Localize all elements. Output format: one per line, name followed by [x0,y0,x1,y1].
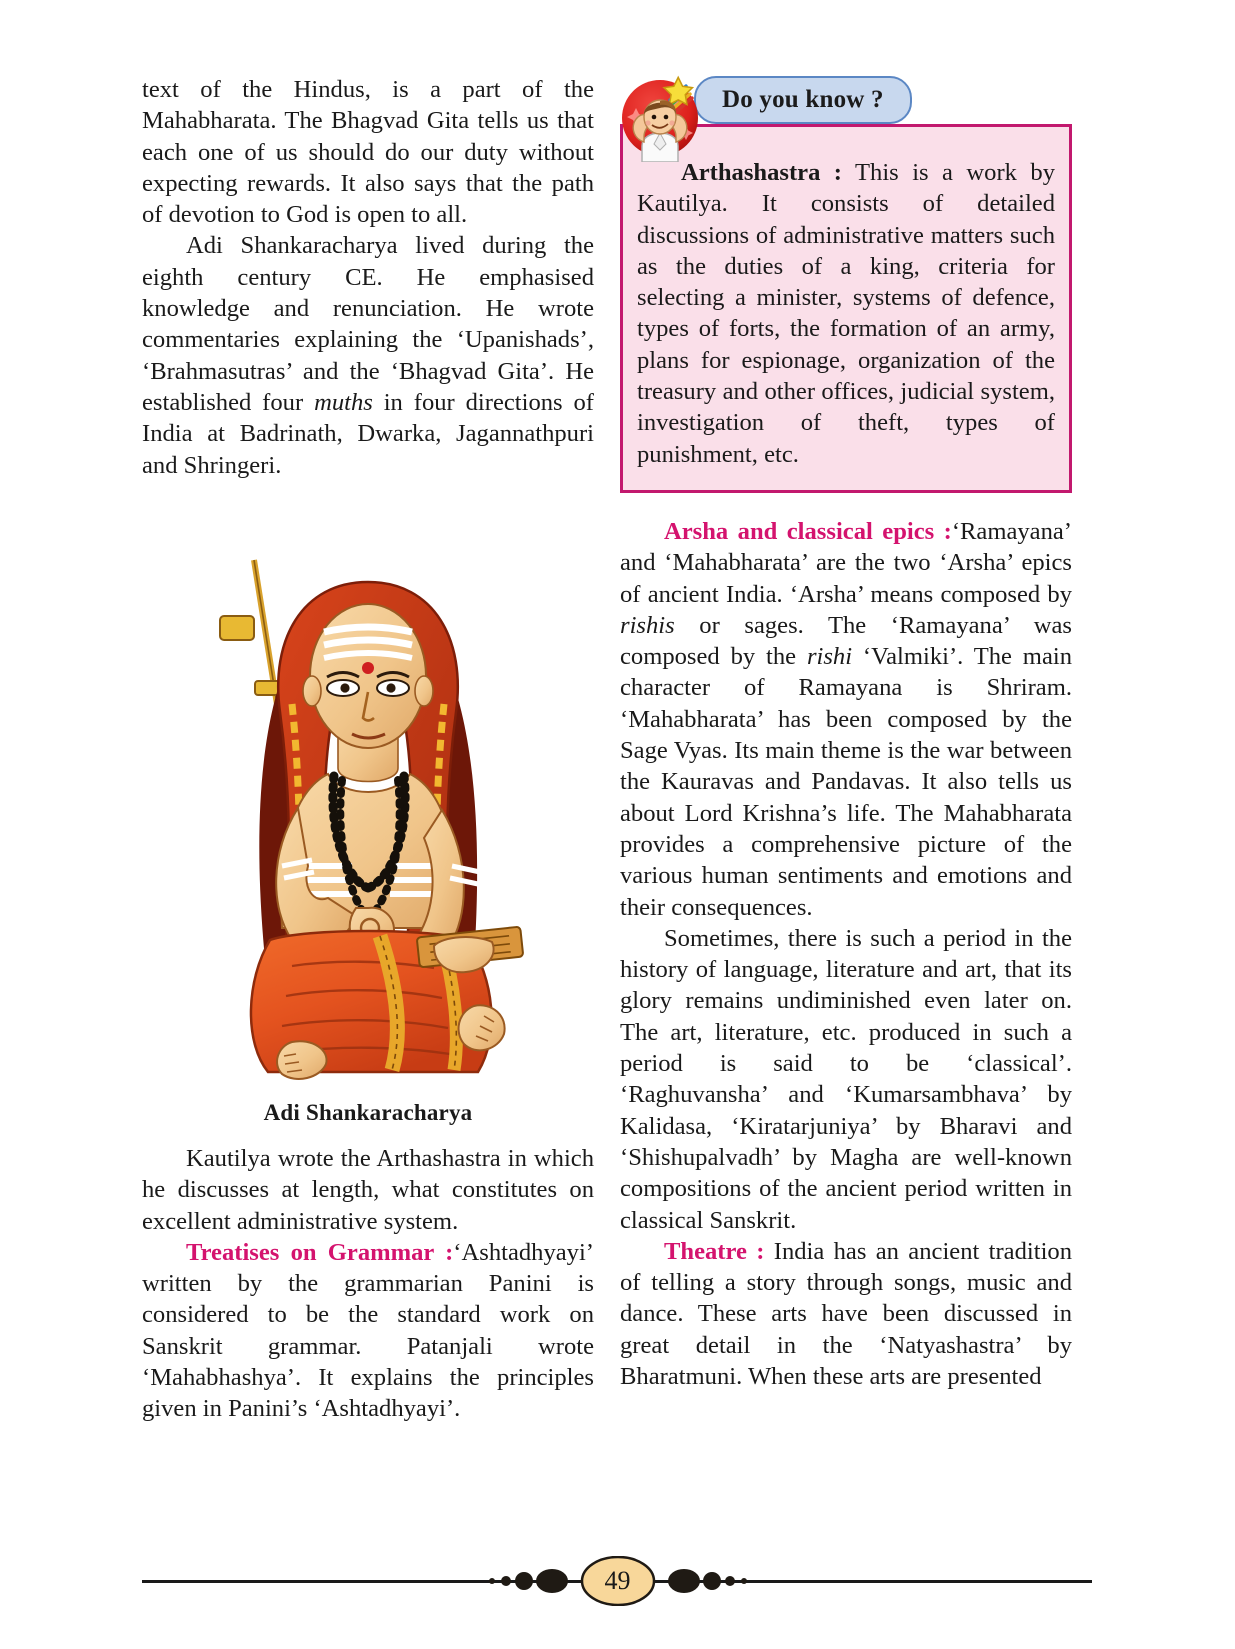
right-column [620,516,1072,1392]
arthashastra-text: This is a work by Kautilya. It consists of detailed discussions of administrative matters such as the duties of a king, criteria for selecting a minister, systems of defence, types of forts, the formation of an army, plans for espionage, organization of the treasury and other offices, judicial system, investigation of theft, types of punishment, etc. [637,159,1056,468]
left-foot [277,1041,327,1079]
figure-caption: Adi Shankaracharya [263,1100,473,1125]
heading-theatre: Theatre : [664,1237,765,1265]
paragraph-adi-shankaracharya [142,230,594,480]
arsha-italic-rishis: rishis [620,611,675,639]
bindi-icon [362,662,374,674]
arsha-part-a: ‘Ramayana’ and ‘Mahabharata’ are the two ‘Arsha’ epics of ancient India. ‘Arsha’ means composed by [620,518,1072,608]
left-column [142,74,594,481]
paragraph-arsha-classical-epics [620,516,1072,923]
arsha-part-b: or sages. The ‘Ramayana’ was composed by the [620,611,1072,671]
paragraph-classical-period: Sometimes, there is such a period in the history of language, literature and art, that its glory remains undiminished even later on. The art, literature, etc. produced in such a period is said to be ‘classical’. ‘Raghuvansha’ and ‘Kumarsambhava’ by Kalidasa, ‘Kiratarjuniya’ by Bharavi and ‘Shishupalvadh’ by Magha are well-known compositions of the ancient period written in classical Sanskrit. [620,924,1072,1234]
para-2-italic-muths: muths [314,388,373,416]
right-foot [459,1005,505,1050]
heading-treatises-on-grammar: Treatises on Grammar : [186,1238,454,1266]
left-column-lower [142,1143,594,1425]
heading-arsha-and-classical-epics: Arsha and classical epics : [664,518,952,545]
do-you-know-box [620,124,1072,493]
paragraph-hindus-text: text of the Hindus, is a part of the Mahabharata. The Bhagvad Gita tells us that each one of us should do our duty without expecting rewards. It also says that the path of devotion to God is open to all. [142,76,594,229]
arthashastra-definition [637,157,1055,470]
arsha-part-c: ‘Valmiki’. The main character of Ramayana is Shriram. ‘Mahabharata’ has been composed by the Sage Vyas. Its main theme is the war between the Kauravas and Pandavas. It also tells us about Lord Krishna’s life. The Mahabharata provides a comprehensive picture of the various human sentiments and emotions and their consequences. [620,643,1072,921]
paragraph-treatises-on-grammar [142,1237,594,1425]
arsha-italic-rishi: rishi [806,643,853,671]
adi-shankaracharya-illustration [142,536,594,1096]
boy-with-star-icon [616,70,708,162]
theatre-text: India has an ancient tradition of telling a story through songs, music and dance. These arts have been discussed in great detail in the ‘Natyashastra’ by Bharatmuni. When these arts are presented [620,1237,1072,1391]
arthashastra-term: Arthashastra : [681,159,843,186]
para-2-part-a: Adi Shankaracharya lived during the eighth century CE. He emphasised knowledge and renunciation. He wrote commentaries explaining the ‘Upanishads’, ‘Brahmasutras’ and the ‘Bhagvad Gita’. He established four [142,232,594,416]
para-2-part-b: in four directions of India at Badrinath, Dwarka, Jagannathpuri and Shringeri. [142,388,594,479]
do-you-know-callout [620,86,1072,493]
do-you-know-badge: Do you know ? [694,76,912,124]
page-number: 49 [604,1566,631,1595]
paragraph-kautilya-arthashastra: Kautilya wrote the Arthashastra in which he discusses at length, what constitutes on excellent administrative system. [142,1145,594,1235]
para-4-text: ‘Ashtadhyayi’ written by the grammarian Panini is considered to be the standard work on Sanskrit grammar. Patanjali wrote ‘Mahabhashya’. It explains the principles given in Panini’s ‘Ashtadhyayi’. [142,1238,594,1423]
page-footer [0,1556,1235,1626]
paragraph-theatre [620,1236,1072,1392]
figure-adi-shankaracharya [142,536,594,1126]
